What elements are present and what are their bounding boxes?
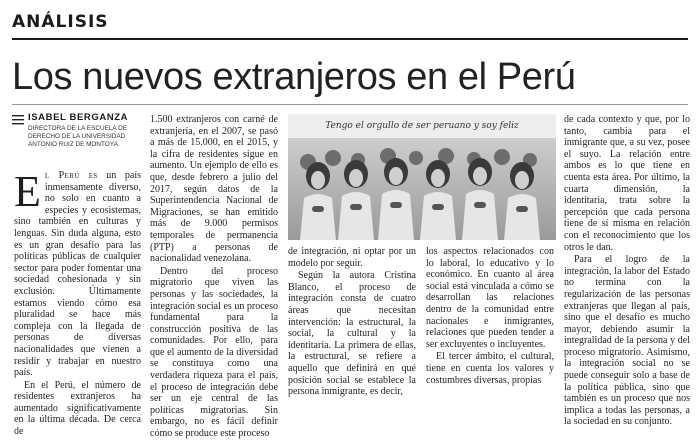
column-1 [14,167,142,439]
paragraph: de integración, ni optar por un modelo por seguir. [288,246,416,269]
author-name: ISABEL BERGANZA [28,112,129,123]
pen-icon [12,115,24,125]
headline: Los nuevos extranjeros en el Perú [12,56,576,98]
paragraph: Según la autora Cristina Blanco, el proceso de integración consta de cuatro áreas que necesitan intervención: la estructural, la social, la cultural y la identitaria. La primera de ellas, la estructural, se refiere a aquello que definirá en qué posición social se establece la persona inmigrante, es decir, [288,270,416,398]
paragraph: Para el logro de la integración, la labor del Estado no termina con la regularización de las personas extranjeras que llegan al país, sino que el desafío es mucho mayor, debiendo asumir la integralidad de la persona y del proceso migratorio. Asimismo, la integración social no se puede conseguir solo a base de la política pública, sino que también es un proceso que nos implica a todas las personas, a la sociedad en su conjunto. [564,254,690,428]
section-rule [12,38,688,40]
lead-text: un país inmensamente diverso, no solo en cuanto a especies y ecosistemas, sino también en culturas y lenguas. Sin duda alguna, esto es un gran desafío para las políticas públicas de cualquier sector para poder fomentar una sociedad cohesionada y sin exclusión. Últimamente estamos viendo cómo esa pluralidad se hace más compleja con la llegada de personas de diversas nacionalidades que vienen a residir y trabajar en nuestro país. [14,170,142,379]
drop-cap: E [14,167,41,216]
column-5 [564,114,690,429]
photo-illustration [288,114,556,240]
column-4 [426,246,554,387]
paragraph: 1.500 extranjeros con carné de extranjería, en el 2007, se pasó a más de 15.000, en el 2015, y la cifra de residentes sigue en aumento. Un ejemplo de ello es que, desde febrero a julio del 2017, según datos de la Superintendencia Nacional de Migraciones, se han emitido más de 9.000 permisos temporales de permanencia (PTP) a personas de nacionalidad venezolana. [150,114,278,265]
news-photo [288,114,556,240]
section-label: ANÁLISIS [12,12,109,32]
paragraph: En el Perú, el número de residentes extranjeros ha aumentado significativamente en la última década. De cerca de [14,379,141,438]
banner-text: Tengo el orgullo de ser peruano y soy feliz [325,121,519,131]
column-3 [288,246,416,399]
author-role: DIRECTORA DE LA ESCUELA DE DERECHO DE LA UNIVERSIDAD ANTONIO RUIZ DE MONTOYA. [28,125,127,148]
paragraph: El tercer ámbito, el cultural, tiene en cuenta los valores y costumbres diversas, propias [426,351,554,386]
headline-rule [12,104,688,105]
paragraph: Dentro del proceso migratorio que viven las personas y las sociedades, la integración social es un proceso fundamental para la construcción positiva de las comunidades. Por ello, para que el aumento de la diversidad se constituya como una verdadera riqueza para el país, el proceso de integración debe ser un eje central de las políticas migratorias. Sin embargo, no es fácil definir cómo se produce este proceso [150,265,278,440]
lead-paragraph [14,167,142,379]
paragraph: de cada contexto y que, por lo tanto, cambia para el inmigrante que, a su vez, posee el suyo. La relación entre ambos es lo que tiene en cuenta esta área. Por último, la cuarta dimensión, la identitaria, trata sobre la percepción que cada persona tiene de sí misma en relación con el reconocimiento que los otros le dan. [564,114,690,253]
lead-small-caps: l Perú es [44,170,98,181]
column-2 [150,114,278,441]
paragraph: los aspectos relacionados con lo laboral, lo educativo y lo económico. En cuanto al área social está vinculada a cómo se desarrollan las relaciones dentro de la comunidad entre nacionales e inmigrantes, relaciones que pueden tender a ser excluyentes o incluyentes. [426,246,554,350]
